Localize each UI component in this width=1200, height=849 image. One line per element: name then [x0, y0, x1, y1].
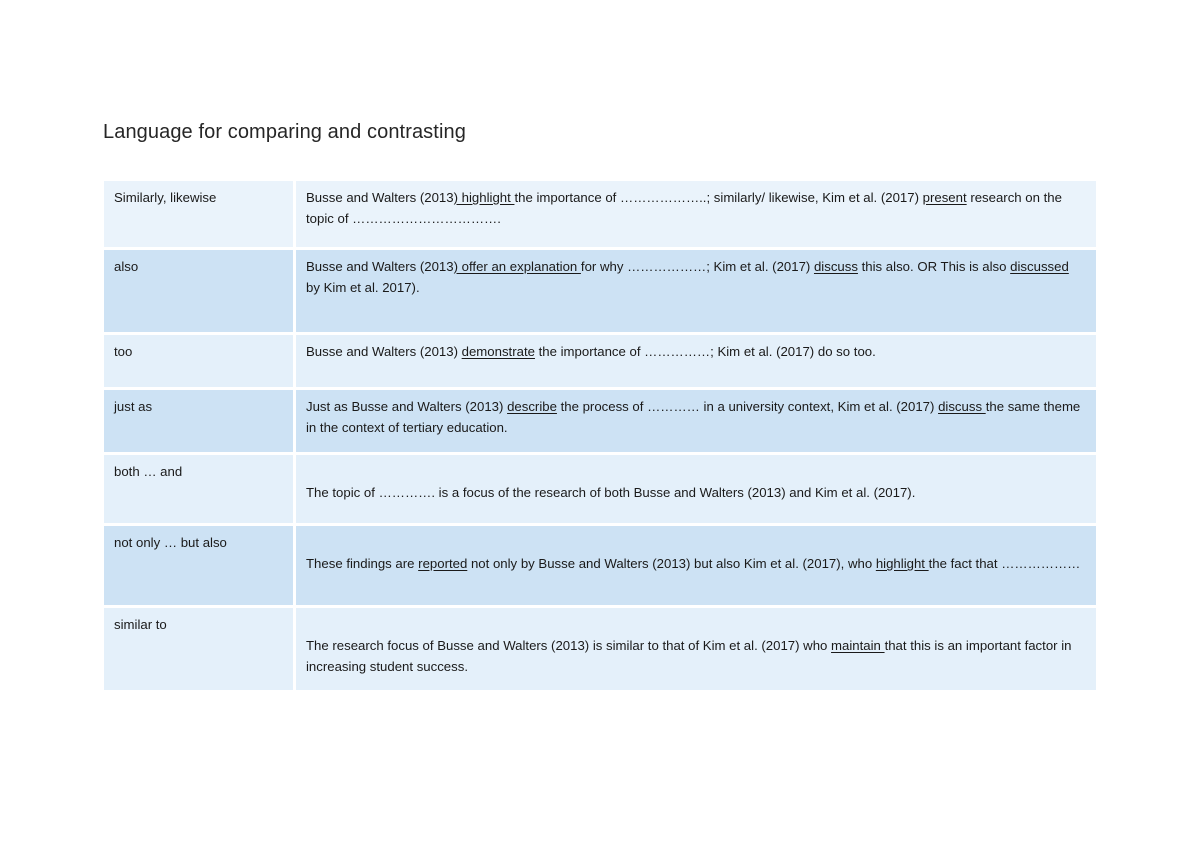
- example-text: [306, 259, 1069, 295]
- example-segment: the importance of ………………..; similarly/ likewise, Kim et al. (2017): [514, 190, 923, 205]
- example-segment: research on the topic of …………………………….: [306, 190, 1062, 226]
- example-segment: The topic of …………. is a focus of the research of both Busse and Walters (2013) and Kim et al. (2017).: [306, 485, 916, 500]
- page-title: Language for comparing and contrasting: [103, 121, 466, 143]
- example-cell: [293, 250, 1096, 332]
- example-segment: that this is an important factor in increasing student success.: [306, 638, 1072, 674]
- example-segment: the importance of ……………; Kim et al. (2017) do so too.: [534, 344, 876, 359]
- example-cell: [293, 335, 1096, 387]
- phrase-cell: not only … but also: [104, 526, 293, 605]
- phrase-cell: too: [104, 335, 293, 387]
- underlined-term: ) offer an explanation: [453, 259, 581, 274]
- example-text: [306, 399, 1080, 435]
- example-segment: not only by Busse and Walters (2013) but also Kim et al. (2017), who: [467, 556, 876, 571]
- example-cell: [293, 390, 1096, 452]
- example-text: [306, 532, 1086, 574]
- table-row: [104, 526, 1096, 605]
- example-text: [306, 614, 1086, 677]
- example-text: [306, 190, 1062, 226]
- example-segment: The research focus of Busse and Walters (2013) is similar to that of Kim et al. (2017) who: [306, 638, 832, 653]
- phrase-cell: Similarly, likewise: [104, 181, 293, 247]
- phrase-cell: just as: [104, 390, 293, 452]
- example-cell: [293, 608, 1096, 690]
- phrase-cell: both … and: [104, 455, 293, 523]
- underlined-term: describe: [507, 399, 557, 414]
- example-segment: the process of ………… in a university context, Kim et al. (2017): [556, 399, 939, 414]
- phrase-cell: similar to: [104, 608, 293, 690]
- example-segment: These findings are: [306, 556, 419, 571]
- underlined-term: discussed: [1010, 259, 1069, 274]
- underlined-term: discuss: [813, 259, 858, 274]
- table-row: [104, 335, 1096, 387]
- example-cell: [293, 526, 1096, 605]
- example-cell: [293, 455, 1096, 523]
- table-row: [104, 455, 1096, 523]
- example-segment: Busse and Walters (2013: [306, 190, 454, 205]
- underlined-term: discuss: [938, 399, 986, 414]
- example-text: [306, 461, 1086, 503]
- example-segment: the same theme in the context of tertiary education.: [306, 399, 1081, 435]
- underlined-term: reported: [418, 556, 468, 571]
- phrase-table: [104, 178, 1096, 693]
- table-row: [104, 390, 1096, 452]
- underlined-term: demonstrate: [461, 344, 535, 359]
- example-segment: Busse and Walters (2013): [306, 344, 462, 359]
- underlined-term: present: [922, 190, 967, 205]
- underlined-term: highlight: [875, 556, 929, 571]
- table-row: [104, 181, 1096, 247]
- example-cell: [293, 181, 1096, 247]
- underlined-term: ) highlight: [453, 190, 515, 205]
- example-segment: by Kim et al. 2017).: [306, 280, 420, 295]
- example-segment: for why ………………; Kim et al. (2017): [580, 259, 814, 274]
- example-segment: this also. OR This is also: [857, 259, 1011, 274]
- example-segment: the fact that ………………: [928, 556, 1081, 571]
- example-text: [306, 344, 876, 359]
- table-row: [104, 250, 1096, 332]
- underlined-term: maintain: [831, 638, 885, 653]
- example-segment: Just as Busse and Walters (2013): [306, 399, 508, 414]
- table-row: [104, 608, 1096, 690]
- example-segment: Busse and Walters (2013: [306, 259, 454, 274]
- phrase-cell: also: [104, 250, 293, 332]
